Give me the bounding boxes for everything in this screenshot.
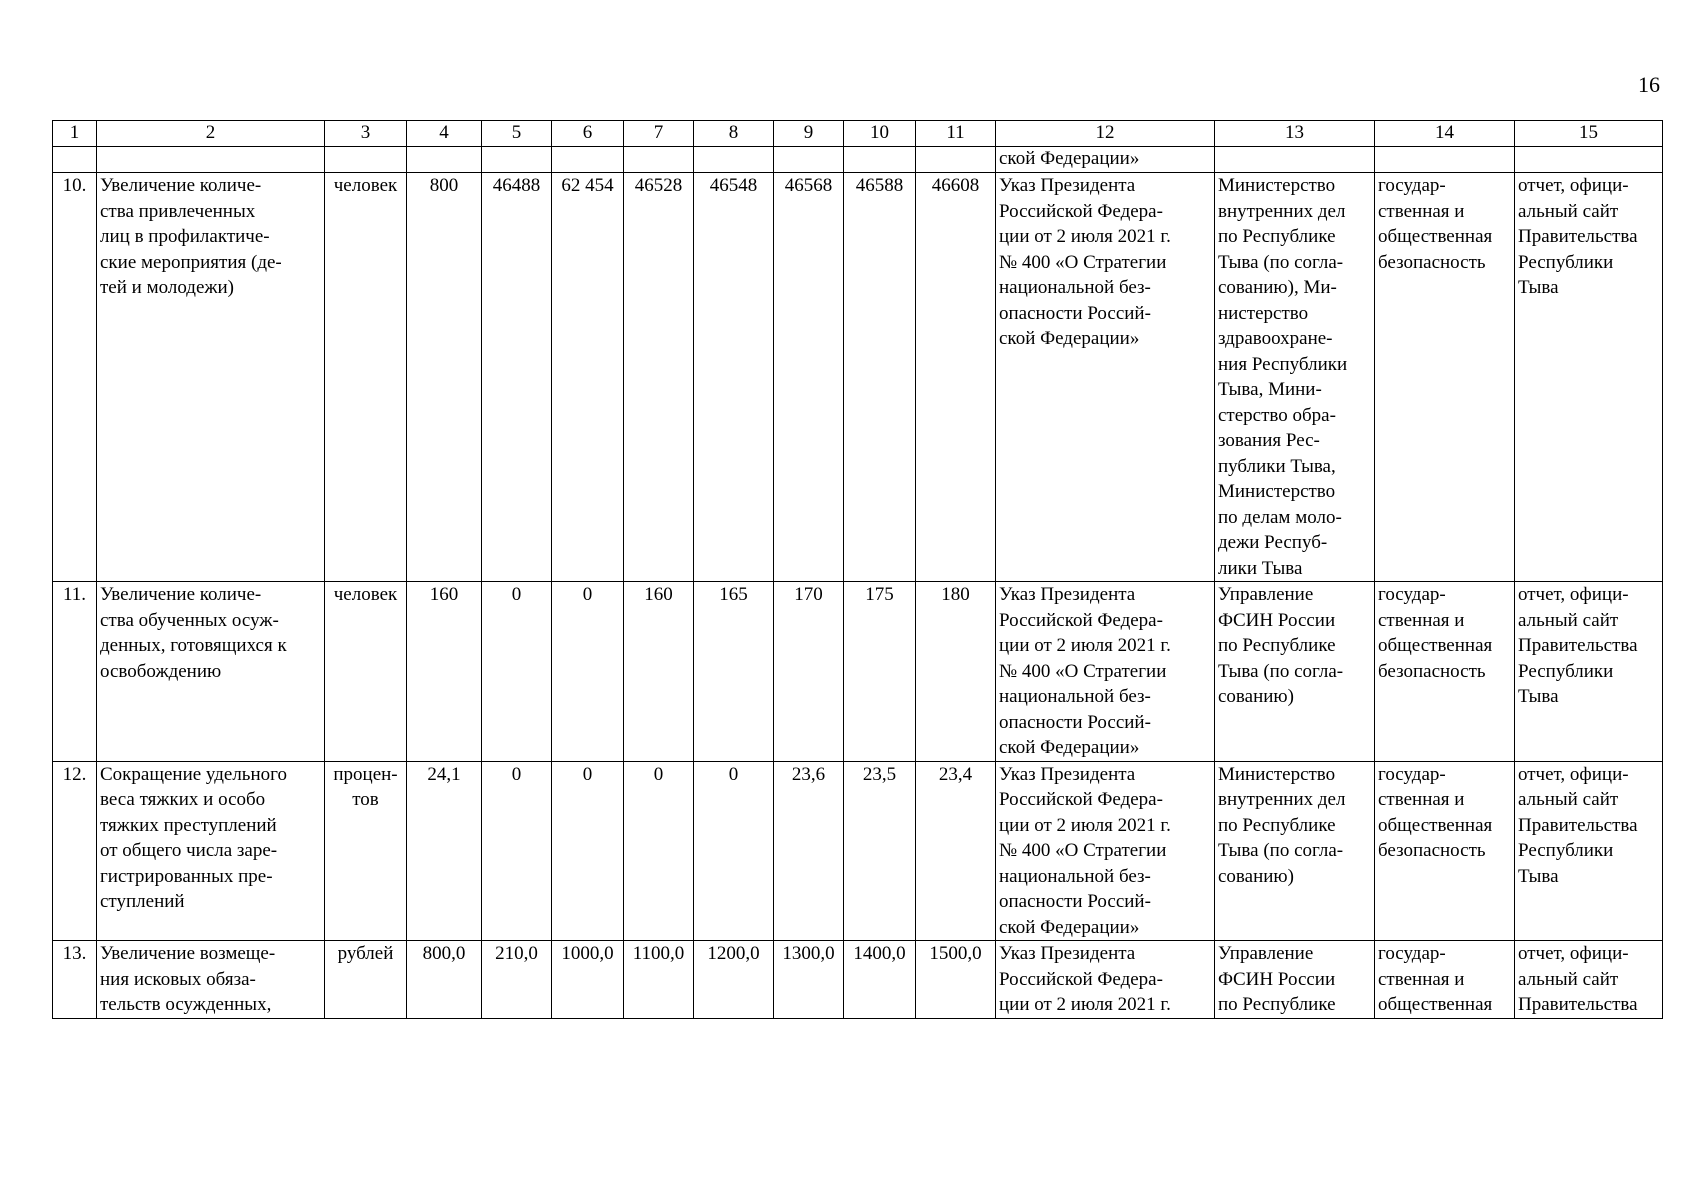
value-cell: 46588 — [844, 173, 916, 582]
value-cell: 23,5 — [844, 761, 916, 941]
header-cell: 5 — [482, 121, 552, 147]
value-cell: 0 — [482, 761, 552, 941]
indicator-cell: Сокращение удельного веса тяжких и особо тяжких преступлений от общего числа заре- гистрированных пре- ступлений — [97, 761, 325, 941]
page-number: 16 — [1638, 72, 1660, 97]
value-cell: 46548 — [694, 173, 774, 582]
header-row — [53, 121, 1663, 147]
header-cell: 10 — [844, 121, 916, 147]
unit-cell: человек — [325, 582, 407, 762]
header-cell: 6 — [552, 121, 624, 147]
responsible-cell: Министерство внутренних дел по Республике Тыва (по согла- сованию), Ми- нистерство здравоохране- ния Республики Тыва, Мини- стерство обра- зования Рес- публики Тыва, Министерство по делам моло- дежи Респуб- лики Тыва — [1215, 173, 1375, 582]
table-row — [53, 582, 1663, 762]
value-cell: 210,0 — [482, 941, 552, 1019]
value-cell: 0 — [624, 761, 694, 941]
value-cell: 800 — [407, 173, 482, 582]
unit-cell: человек — [325, 173, 407, 582]
indicator-cell: Увеличение количе- ства привлеченных лиц в профилактиче- ские мероприятия (де- тей и молодежи) — [97, 173, 325, 582]
header-cell: 14 — [1375, 121, 1515, 147]
value-cell: 165 — [694, 582, 774, 762]
row-number-cell: 13. — [53, 941, 97, 1019]
value-cell: 1300,0 — [774, 941, 844, 1019]
indicator-cell: Увеличение возмеще- ния исковых обяза- тельств осужденных, — [97, 941, 325, 1019]
source-cell: отчет, офици- альный сайт Правительства Республики Тыва — [1515, 761, 1663, 941]
row-number-cell: 12. — [53, 761, 97, 941]
indicator-cell: Увеличение количе- ства обученных осуж- денных, готовящихся к освобождению — [97, 582, 325, 762]
value-cell: 170 — [774, 582, 844, 762]
basis-cell: Указ Президента Российской Федера- ции от 2 июля 2021 г. № 400 «О Стратегии национальной без- опасности Россий- ской Федерации» — [996, 761, 1215, 941]
value-cell: 160 — [407, 582, 482, 762]
header-cell: 13 — [1215, 121, 1375, 147]
source-cell: отчет, офици- альный сайт Правительства Республики Тыва — [1515, 173, 1663, 582]
header-cell: 11 — [916, 121, 996, 147]
responsible-cell: Управление ФСИН России по Республике Тыва (по согла- сованию) — [1215, 582, 1375, 762]
continuation-row — [53, 147, 1663, 173]
value-cell: 1200,0 — [694, 941, 774, 1019]
value-cell: 23,6 — [774, 761, 844, 941]
table-row — [53, 173, 1663, 582]
value-cell: 1500,0 — [916, 941, 996, 1019]
basis-cell: Указ Президента Российской Федера- ции от 2 июля 2021 г. № 400 «О Стратегии национальной без- опасности Россий- ской Федерации» — [996, 582, 1215, 762]
value-cell: 0 — [482, 582, 552, 762]
source-cell: отчет, офици- альный сайт Правительства Республики Тыва — [1515, 582, 1663, 762]
value-cell: 62 454 — [552, 173, 624, 582]
value-cell: 46488 — [482, 173, 552, 582]
value-cell: 160 — [624, 582, 694, 762]
source-cell: отчет, офици- альный сайт Правительства — [1515, 941, 1663, 1019]
value-cell: 46608 — [916, 173, 996, 582]
value-cell: 175 — [844, 582, 916, 762]
unit-cell: процен- тов — [325, 761, 407, 941]
value-cell: 1000,0 — [552, 941, 624, 1019]
value-cell: 1400,0 — [844, 941, 916, 1019]
value-cell: 24,1 — [407, 761, 482, 941]
value-cell: 46568 — [774, 173, 844, 582]
header-cell: 7 — [624, 121, 694, 147]
header-cell: 1 — [53, 121, 97, 147]
table-row — [53, 941, 1663, 1019]
value-cell: 0 — [552, 761, 624, 941]
header-cell: 9 — [774, 121, 844, 147]
value-cell: 23,4 — [916, 761, 996, 941]
row-number-cell: 10. — [53, 173, 97, 582]
continuation-basis-cell: ской Федерации» — [996, 147, 1215, 173]
header-cell: 4 — [407, 121, 482, 147]
indicators-table — [52, 120, 1663, 1019]
value-cell: 1100,0 — [624, 941, 694, 1019]
area-cell: государ- ственная и общественная безопасность — [1375, 582, 1515, 762]
value-cell: 0 — [694, 761, 774, 941]
area-cell: государ- ственная и общественная безопасность — [1375, 761, 1515, 941]
basis-cell: Указ Президента Российской Федера- ции от 2 июля 2021 г. — [996, 941, 1215, 1019]
header-cell: 8 — [694, 121, 774, 147]
header-cell: 2 — [97, 121, 325, 147]
value-cell: 800,0 — [407, 941, 482, 1019]
header-cell: 3 — [325, 121, 407, 147]
header-cell: 12 — [996, 121, 1215, 147]
value-cell: 180 — [916, 582, 996, 762]
value-cell: 0 — [552, 582, 624, 762]
header-cell: 15 — [1515, 121, 1663, 147]
area-cell: государ- ственная и общественная — [1375, 941, 1515, 1019]
unit-cell: рублей — [325, 941, 407, 1019]
area-cell: государ- ственная и общественная безопасность — [1375, 173, 1515, 582]
responsible-cell: Министерство внутренних дел по Республике Тыва (по согла- сованию) — [1215, 761, 1375, 941]
responsible-cell: Управление ФСИН России по Республике — [1215, 941, 1375, 1019]
value-cell: 46528 — [624, 173, 694, 582]
basis-cell: Указ Президента Российской Федера- ции от 2 июля 2021 г. № 400 «О Стратегии национальной без- опасности Россий- ской Федерации» — [996, 173, 1215, 582]
row-number-cell: 11. — [53, 582, 97, 762]
table-row — [53, 761, 1663, 941]
